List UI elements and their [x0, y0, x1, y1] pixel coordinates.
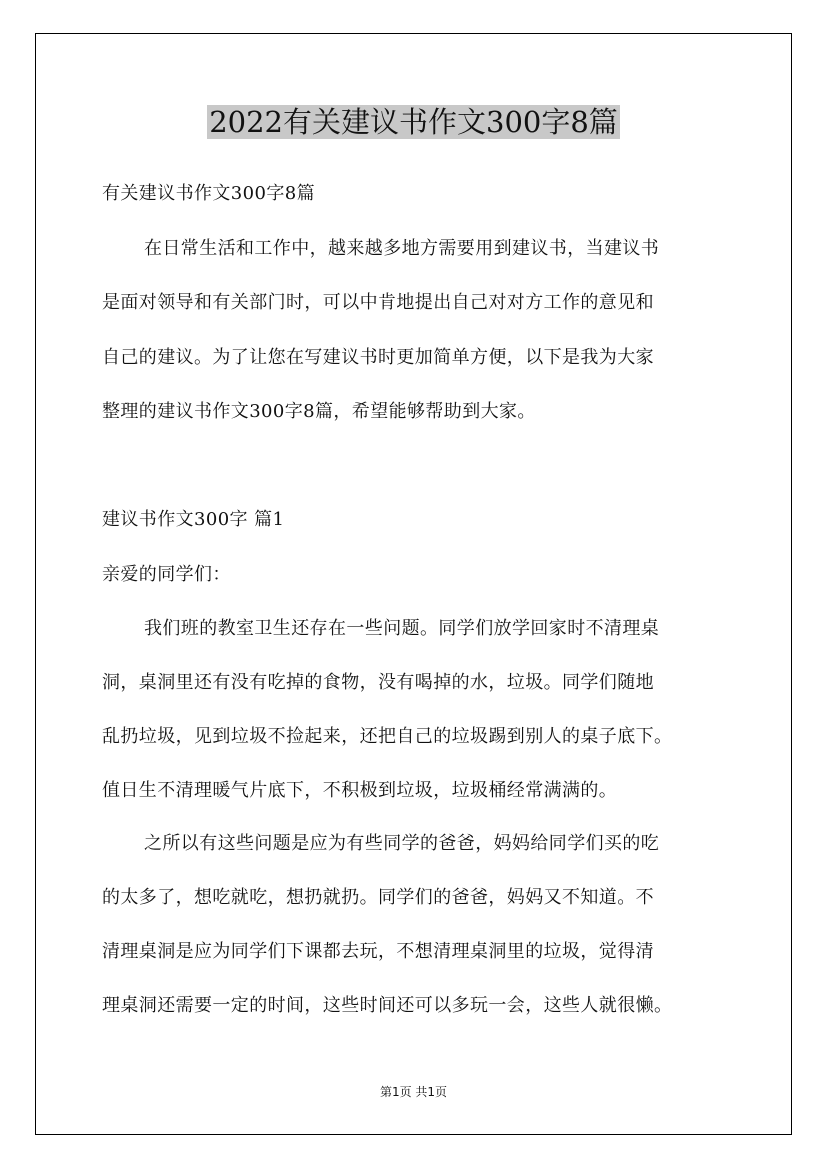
section-heading: 建议书作文300字 篇1: [102, 509, 285, 530]
paragraph1-line-4: 值日生不清理暖气片底下，不积极到垃圾，垃圾桶经常满满的。: [102, 780, 618, 801]
paragraph2-line-2: 的太多了，想吃就吃，想扔就扔。同学们的爸爸，妈妈又不知道。不: [102, 887, 654, 908]
document-title-text: 2022有关建议书作文300字8篇: [209, 105, 618, 139]
paragraph2-line-1: 之所以有这些问题是应为有些同学的爸爸，妈妈给同学们买的吃: [144, 833, 660, 854]
document-subtitle: 有关建议书作文300字8篇: [102, 183, 316, 204]
paragraph1-line-2: 洞，桌洞里还有没有吃掉的食物，没有喝掉的水，垃圾。同学们随地: [102, 672, 654, 693]
paragraph1-line-3: 乱扔垃圾，见到垃圾不捡起来，还把自己的垃圾踢到别人的桌子底下。: [102, 726, 673, 747]
document-title: [0, 100, 827, 144]
intro-line-2: 是面对领导和有关部门时，可以中肯地提出自己对对方工作的意见和: [102, 292, 654, 313]
intro-line-3: 自己的建议。为了让您在写建议书时更加简单方便，以下是我为大家: [102, 347, 654, 368]
intro-line-4: 整理的建议书作文300字8篇，希望能够帮助到大家。: [102, 401, 536, 422]
intro-line-1: 在日常生活和工作中，越来越多地方需要用到建议书，当建议书: [144, 238, 660, 259]
paragraph2-line-4: 理桌洞还需要一定的时间，这些时间还可以多玩一会，这些人就很懒。: [102, 995, 673, 1016]
page-number-footer: 第1页 共1页: [379, 1085, 448, 1099]
paragraph1-line-1: 我们班的教室卫生还存在一些问题。同学们放学回家时不清理桌: [144, 618, 660, 639]
paragraph2-line-3: 清理桌洞是应为同学们下课都去玩，不想清理桌洞里的垃圾，觉得清: [102, 941, 654, 962]
salutation: 亲爱的同学们：: [102, 564, 231, 585]
